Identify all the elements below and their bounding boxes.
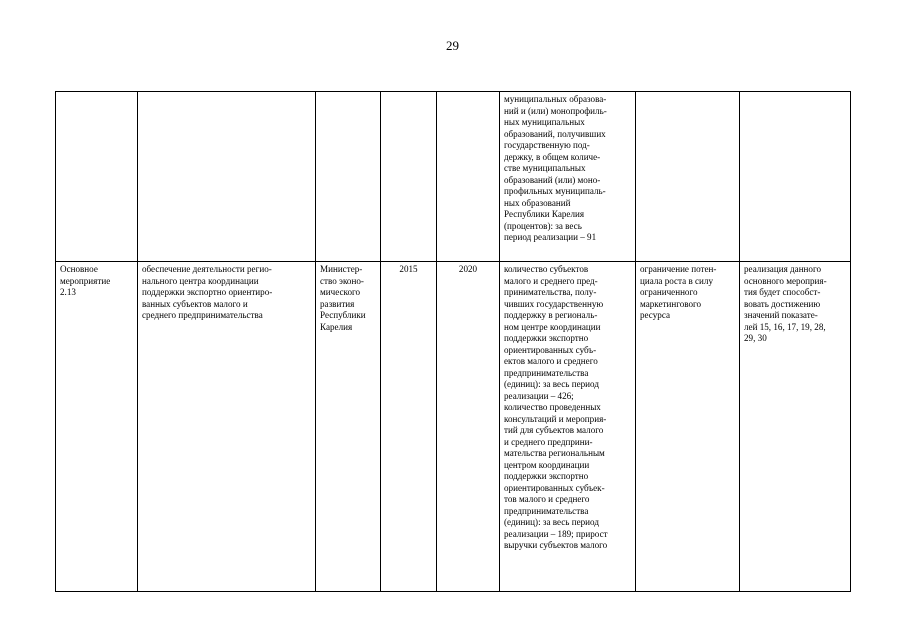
description-cell [138, 92, 316, 262]
links-cell [740, 92, 851, 262]
risk-cell [636, 92, 740, 262]
description-cell: обеспечение деятельности регио- нального центра координации поддержки экспортно ориентиро- ванных субъектов малого и среднего предпринимательства [138, 262, 316, 592]
start-year-cell: 2015 [381, 262, 437, 592]
risk-cell: ограничение потен- циала роста в силу ограниченного маркетингового ресурса [636, 262, 740, 592]
executor-cell [316, 92, 381, 262]
indicator-cell: муниципальных образова- ний и (или) монопрофиль- ных муниципальных образований, получивших государственную под- держку, в общем количе- стве муниципальных образований (или) моно- профильных муниципаль- ных образований Республики Карелия (процентов): за весь период реализации – 91 [500, 92, 636, 262]
program-table [55, 91, 851, 592]
indicator-cell: количество субъектов малого и среднего пред- принимательства, полу- чивших государственную поддержку в региональ- ном центре координации поддержки экспортно ориентированных субъ- ектов малого и среднего предпринимательства (единиц): за весь период реализации – 426; количество проведенных консультаций и мероприя- тий для субъектов малого и среднего предприни- мательства региональным центром координации поддержки экспортно ориентированных субъек- тов малого и среднего предпринимательства (единиц): за весь период реализации – 189; прирост выручки субъектов малого [500, 262, 636, 592]
start-year-cell [381, 92, 437, 262]
table-row [56, 92, 851, 262]
page-number: 29 [446, 38, 459, 53]
end-year-cell [437, 92, 500, 262]
activity-cell [56, 92, 138, 262]
links-cell: реализация данного основного мероприя- тия будет способст- вовать достижению значений показате- лей 15, 16, 17, 19, 28, 29, 30 [740, 262, 851, 592]
table-row [56, 262, 851, 592]
executor-cell: Министер- ство эконо- мического развития Республики Карелия [316, 262, 381, 592]
end-year-cell: 2020 [437, 262, 500, 592]
activity-cell: Основное мероприятие 2.13 [56, 262, 138, 592]
